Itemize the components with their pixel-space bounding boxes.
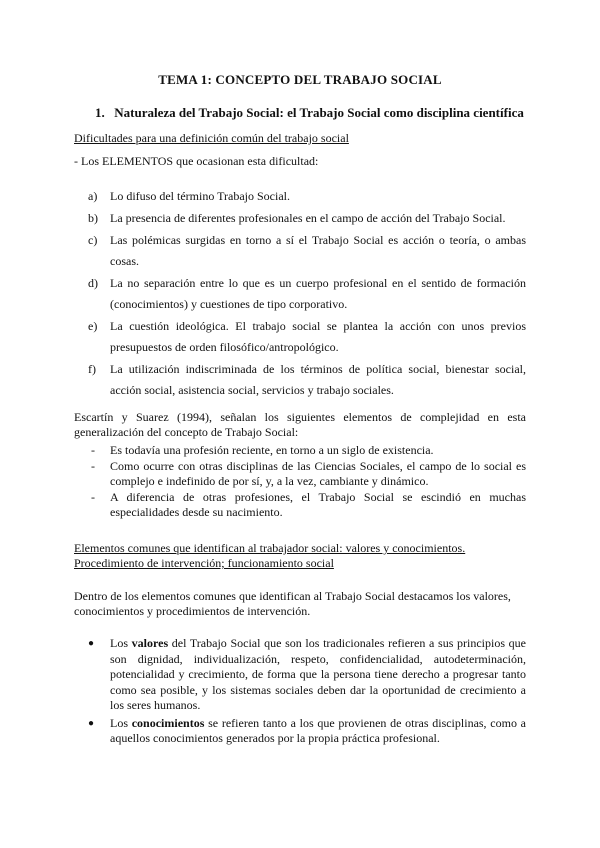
list-marker: a) bbox=[88, 189, 98, 203]
list-item bbox=[74, 443, 526, 458]
subheading-difficulties: Dificultades para una definición común del trabajo social bbox=[74, 131, 349, 145]
list-item-text: La cuestión ideológica. El trabajo social se plantea la acción con unos previos presupuestos de orden filosófico/antropológico. bbox=[110, 319, 526, 354]
difficulties-list bbox=[74, 186, 526, 402]
list-item-text: Lo difuso del término Trabajo Social. bbox=[110, 189, 290, 203]
list-marker: - bbox=[91, 443, 95, 457]
list-marker: f) bbox=[88, 362, 96, 376]
list-item bbox=[74, 716, 526, 747]
list-marker: - bbox=[91, 459, 95, 473]
list-marker: e) bbox=[88, 319, 98, 333]
list-item-text: La no separación entre lo que es un cuerpo profesional en el sentido de formación (conocimientos) y cuestiones de tipo corporativo. bbox=[110, 276, 526, 311]
section-number: 1. bbox=[95, 105, 105, 120]
bullet-keyword: conocimientos bbox=[131, 715, 205, 730]
subheading-common-elements-line1: Elementos comunes que identifican al trabajador social: valores y conocimientos. bbox=[74, 541, 466, 555]
list-item bbox=[74, 359, 526, 401]
bullet-prefix: Los bbox=[110, 636, 132, 650]
list-item bbox=[74, 230, 526, 272]
list-marker: b) bbox=[88, 211, 98, 225]
list-item-text: A diferencia de otras profesiones, el Trabajo Social se escindió en muchas especialidades desde su nacimiento. bbox=[110, 490, 526, 519]
list-item bbox=[74, 490, 526, 520]
list-item bbox=[74, 459, 526, 489]
bullet-keyword: valores bbox=[131, 636, 169, 650]
section-heading bbox=[95, 105, 524, 121]
list-marker: c) bbox=[88, 233, 98, 247]
complexity-list bbox=[74, 443, 526, 521]
bullet-prefix: Los bbox=[110, 715, 132, 730]
common-paragraph: Dentro de los elementos comunes que identifican al Trabajo Social destacamos los valores, conocimientos y procedimientos de intervención. bbox=[74, 589, 511, 618]
list-marker: - bbox=[91, 490, 95, 504]
document-title: TEMA 1: CONCEPTO DEL TRABAJO SOCIAL bbox=[158, 72, 442, 87]
list-item bbox=[74, 208, 526, 229]
list-item-text: Como ocurre con otras disciplinas de las Ciencias Sociales, el campo de lo social es complejo e indefinido de por sí, y, a la vez, cambiante y dinámico. bbox=[110, 459, 526, 488]
list-item bbox=[74, 316, 526, 358]
escartin-paragraph: Escartín y Suarez (1994), señalan los siguientes elementos de complejidad en esta generalización del concepto de Trabajo Social: bbox=[74, 410, 526, 439]
bullet-marker: ● bbox=[88, 717, 95, 729]
list-item bbox=[74, 273, 526, 315]
section-heading-text: Naturaleza del Trabajo Social: el Trabajo Social como disciplina científica bbox=[114, 105, 524, 120]
subheading-common-elements-line2: Procedimiento de intervención; funcionamiento social bbox=[74, 556, 334, 570]
bullets-list bbox=[74, 636, 526, 749]
list-item-text: Es todavía una profesión reciente, en torno a un siglo de existencia. bbox=[110, 443, 434, 457]
bullet-text: se refieren tanto a los que provienen de otras disciplinas, como a aquellos conocimientos generados por la propia práctica profesional. bbox=[110, 715, 526, 745]
list-item-text: La utilización indiscriminada de los términos de política social, bienestar social, acción social, asistencia social, servicios y trabajo sociales. bbox=[110, 362, 526, 397]
list-item bbox=[74, 636, 526, 714]
bullet-marker: ● bbox=[88, 638, 95, 649]
intro-line: - Los ELEMENTOS que ocasionan esta dificultad: bbox=[74, 154, 319, 168]
list-item-text: La presencia de diferentes profesionales en el campo de acción del Trabajo Social. bbox=[110, 211, 506, 225]
list-item-text: Las polémicas surgidas en torno a sí el Trabajo Social es acción o teoría, o ambas cosas. bbox=[110, 233, 526, 268]
list-marker: d) bbox=[88, 276, 98, 290]
list-item bbox=[74, 186, 526, 207]
bullet-text: del Trabajo Social que son los tradicionales refieren a sus principios que son dignidad, individualización, respeto, confidencialidad, autodeterminación, potencialidad y crecimiento, de forma que la persona tiene derecho a progresar tanto como sea posible, y los sistemas sociales deben dar la oportunidad de crecimiento a los seres humanos. bbox=[110, 636, 527, 712]
